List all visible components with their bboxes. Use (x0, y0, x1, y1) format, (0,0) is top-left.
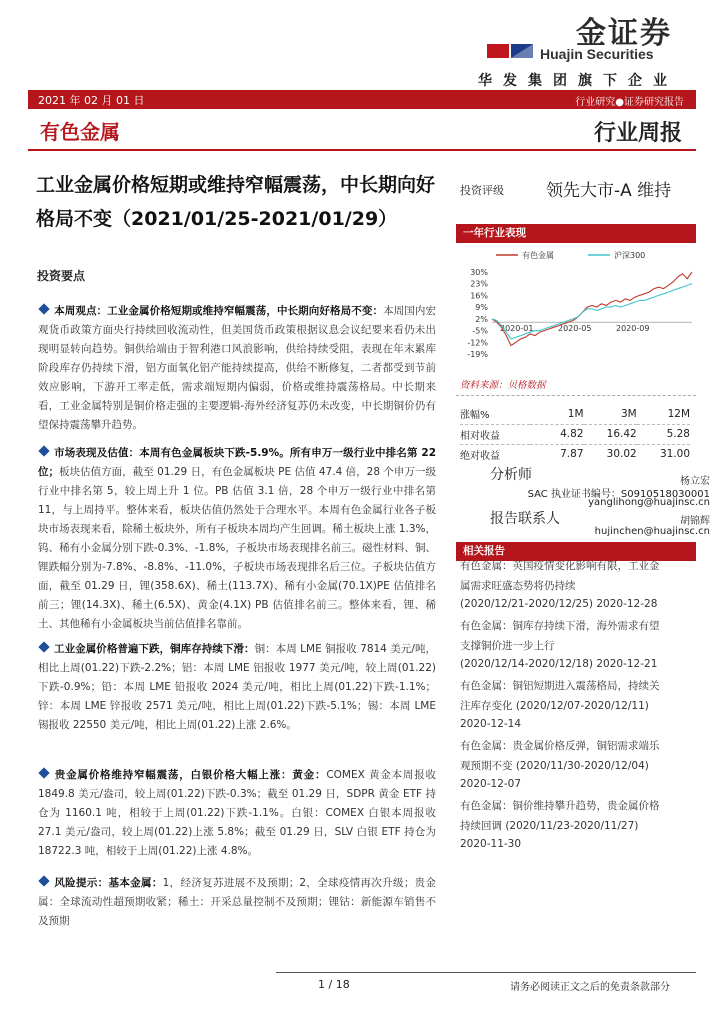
bullet-lead: 工业金属价格普遍下跌，铜库存持续下滑： (54, 643, 255, 655)
table-cell: 5.28 (637, 424, 690, 444)
brand-logo-icon (487, 44, 533, 58)
table-header: 涨幅% (460, 410, 490, 422)
y-tick-label: -19% (467, 350, 488, 359)
sector-divider (28, 149, 696, 151)
key-points-heading: 投资要点 (37, 269, 86, 283)
x-tick-label: 2020-01 (500, 324, 534, 334)
analyst-sac: SAC 执业证书编号：S0910518030001 (527, 489, 710, 500)
legend-label: 沪深300 (614, 251, 646, 260)
table-header: 12M (667, 407, 690, 420)
related-report-line[interactable]: 有色金属：贵金属价格反弹，铜铝需求端乐 (460, 740, 660, 752)
chart-x-axis (500, 324, 649, 333)
related-report-line[interactable]: (2020/12/14-2020/12/18) 2020-12-21 (460, 658, 658, 670)
group-tagline: 华发集团旗下企业 (478, 73, 678, 89)
table-cell: 31.00 (637, 444, 690, 464)
source-divider (456, 395, 696, 396)
related-report-line[interactable]: 注库存变化 (2020/12/07-2020/12/11) (460, 700, 649, 712)
contact-label: 报告联系人 (490, 511, 560, 527)
rating-label: 投资评级 (460, 184, 504, 197)
legend-label: 有色金属 (522, 251, 554, 260)
y-tick-label: -12% (467, 338, 488, 348)
related-report-line[interactable]: 有色金属：铜价维持攀升趋势，贵金属价格 (460, 800, 660, 812)
contact-name: 胡锦辉 (680, 516, 710, 527)
bullet-lead: 市场表现及估值：本周有色金属板块下跌-5.9%。所有申万一级行业中排名第 22 位； (38, 447, 436, 478)
analyst-label: 分析师 (490, 467, 532, 483)
y-tick-label: 9% (475, 303, 488, 313)
table-header: 1M (567, 407, 584, 420)
report-type: 行业周报 (593, 121, 682, 146)
footer-disclaimer: 请务必阅读正文之后的免责条款部分 (510, 982, 670, 993)
brand-logo-text: 金证券 (576, 16, 672, 51)
chart-source: 资料来源：贝格数据 (460, 380, 546, 391)
chart-series (492, 272, 692, 346)
bullet-precious-metals (38, 766, 436, 861)
related-report-line[interactable]: 有色金属：铜铝短期进入震荡格局，持续关 (460, 680, 660, 692)
table-row (460, 424, 690, 444)
bullet-text: 铜：本周 LME 铜报收 7814 美元/吨，相比上周(01.22)下跌-2.2%；铝：本周 LME 铝报收 1977 美元/吨，较上周(01.22)下跌-0.9%；铅：本周 LME 铅报收 2024 美元/吨，相比上周(01.22)下跌-1.1%；锌：本周 LME 锌报收 2571 美元/吨，相比上周(01.22)下跌-5.1%；锡：本周 LME 锡报收 22550 美元/吨，相比上周(01.22)上涨 2.6%。 (38, 643, 437, 731)
bullet-text: 板块估值方面，截至 01.29 日，有色金属板块 PE 估值 47.4 倍，28 个申万一级行业中排名第 5，较上周上升 1 位。PB 估值 3.1 倍，28 个申万一级行业中排名第 11，与上周持平。整体来看，板块估值仍然处于合理水平。本周有色金属行业各子板块市场表现来看，除稀土板块外，所有子板块本周均产生回调。稀土板块上涨 1.3%，钨、稀有小金属分别下跌-0.3%、-1.8%，子板块市场表现排名前三。磁性材料、铜、锂跌幅分别为-7.8%、-8.8%、-11.0%，子板块市场表现排名后三位。子板块估值方面，截至 01.29 日，锂(358.6X)、稀土(113.7X)、稀有小金属(70.1X)PE 估值排名前三；锂(14.3X)、稀土(6.5X)、黄金(4.1X) PB 估值排名前三。整体来看，锂、稀土、其他稀有小金属板块当前估值排名靠前。 (38, 466, 436, 630)
date-bar (28, 90, 696, 109)
bullet-market (38, 444, 436, 634)
y-tick-label: -5% (472, 326, 488, 336)
table-cell: 7.87 (530, 444, 583, 464)
bullet-text: COMEX 黄金本周报收 1849.8 美元/盎司，较上周(01.22)下跌-0.3%；截至 01.29 日，SDPR 黄金 ETF 持仓为 1160.1 吨，相较于上周(01.22)下跌-1.1%。白银：COMEX 白银本周报收 27.1 美元/盎司，较上周(01.22)上涨 5.8%；截至 01.29 日，SLV 白银 ETF 持仓为 18722.3 吨，相较于上周(01.22)上涨 4.8%。 (38, 769, 437, 857)
x-tick-label: 2020-09 (616, 324, 650, 334)
diamond-bullet-icon (38, 767, 49, 778)
related-report-line[interactable]: 支撑铜价进一步上行 (460, 640, 555, 652)
related-report-line[interactable]: 属需求旺盛态势将仍持续 (460, 580, 576, 592)
chart-legend (496, 250, 645, 260)
performance-table (460, 404, 690, 464)
table-cell: 30.02 (584, 444, 637, 464)
related-report-line[interactable]: 有色金属：铜库存持续下滑，海外需求有望 (460, 620, 660, 632)
bullet-text: 本周国内宏观货币政策方面央行持续回收流动性，但美国货币政策根据议息会议纪要来看仍未出现明显转向趋势。铜供给端由于智利港口风浪影响，供给持续受阻，表现在年末累库阶段库存仍持续下滑，铝方面氧化铝产能持续提高，供给不断修复，二者都受到节前效应影响，下游开工率走低，需求端短期内偏弱，价格或维持震荡格局。中长期来看，工业金属特别是铜价格走强的主要逻辑-海外经济复苏仍未改变，中长期铜价仍有望保持震荡攀升趋势。 (38, 305, 437, 431)
table-cell: 相对收益 (460, 424, 530, 444)
diamond-bullet-icon (38, 641, 49, 652)
chart-y-axis (467, 268, 692, 359)
report-category: 行业研究●证券研究报告 (575, 97, 684, 108)
table-header-row (460, 404, 690, 424)
related-report-line[interactable]: 2020-12-14 (460, 718, 522, 730)
y-tick-label: 2% (475, 314, 488, 324)
y-tick-label: 16% (470, 291, 488, 301)
related-report-line[interactable]: 2020-12-07 (460, 778, 522, 790)
sector-row (28, 112, 696, 150)
y-tick-label: 23% (470, 279, 488, 289)
table-cell: 16.42 (584, 424, 637, 444)
page-number: 1 / 18 (318, 978, 350, 991)
table-cell: 绝对收益 (460, 444, 530, 464)
analyst-email[interactable]: yanglihong@huajinsc.cn (588, 497, 710, 508)
bullet-risk (38, 874, 436, 931)
related-report-line[interactable]: 观预期不变 (2020/11/30-2020/12/04) (460, 760, 649, 772)
bullet-outlook (38, 302, 436, 435)
related-report-line[interactable]: (2020/12/21-2020/12/25) 2020-12-28 (460, 598, 658, 610)
brand-logo-english: Huajin Securities (540, 46, 654, 62)
diamond-bullet-icon (38, 875, 49, 886)
x-tick-label: 2020-05 (558, 324, 592, 334)
sector-name: 有色金属 (40, 120, 120, 144)
table-row (460, 444, 690, 464)
diamond-bullet-icon (38, 445, 49, 456)
related-report-line[interactable]: 2020-11-30 (460, 838, 522, 850)
section-bar-related: 相关报告 (456, 542, 696, 561)
rating-value: 领先大市-A 维持 (546, 181, 672, 201)
bullet-lead: 贵金属价格维持窄幅震荡，白银价格大幅上涨：黄金： (54, 769, 327, 781)
bullet-industrial-metals (38, 640, 436, 735)
y-tick-label: 30% (470, 268, 488, 277)
related-report-line[interactable]: 持续回调 (2020/11/23-2020/11/27) (460, 820, 639, 832)
table-header: 3M (620, 407, 637, 420)
section-bar-performance: 一年行业表现 (456, 224, 696, 243)
related-report-line[interactable]: 有色金属：英国疫情变化影响有限，工业金 (460, 560, 660, 572)
performance-chart (456, 246, 696, 366)
footer-divider (276, 972, 696, 973)
analyst-name: 杨立宏 (680, 476, 710, 487)
bullet-lead: 本周观点：工业金属价格短期或维持窄幅震荡，中长期向好格局不变： (54, 305, 384, 317)
report-title: 工业金属价格短期或维持窄幅震荡，中长期向好格局不变（2021/01/25-2021/01/29） (36, 174, 436, 230)
report-date: 2021 年 02 月 01 日 (38, 94, 145, 107)
bullet-lead: 风险提示：基本金属： (54, 877, 163, 889)
diamond-bullet-icon (38, 303, 49, 314)
contact-email[interactable]: hujinchen@huajinsc.cn (594, 526, 710, 537)
table-cell: 4.82 (530, 424, 583, 444)
bullet-text: 1，经济复苏进展不及预期；2，全球疫情再次升级；贵金属：全球流动性超预期收紧；稀土：开采总量控制不及预期；锂钴：新能源车销售不及预期 (38, 877, 436, 927)
